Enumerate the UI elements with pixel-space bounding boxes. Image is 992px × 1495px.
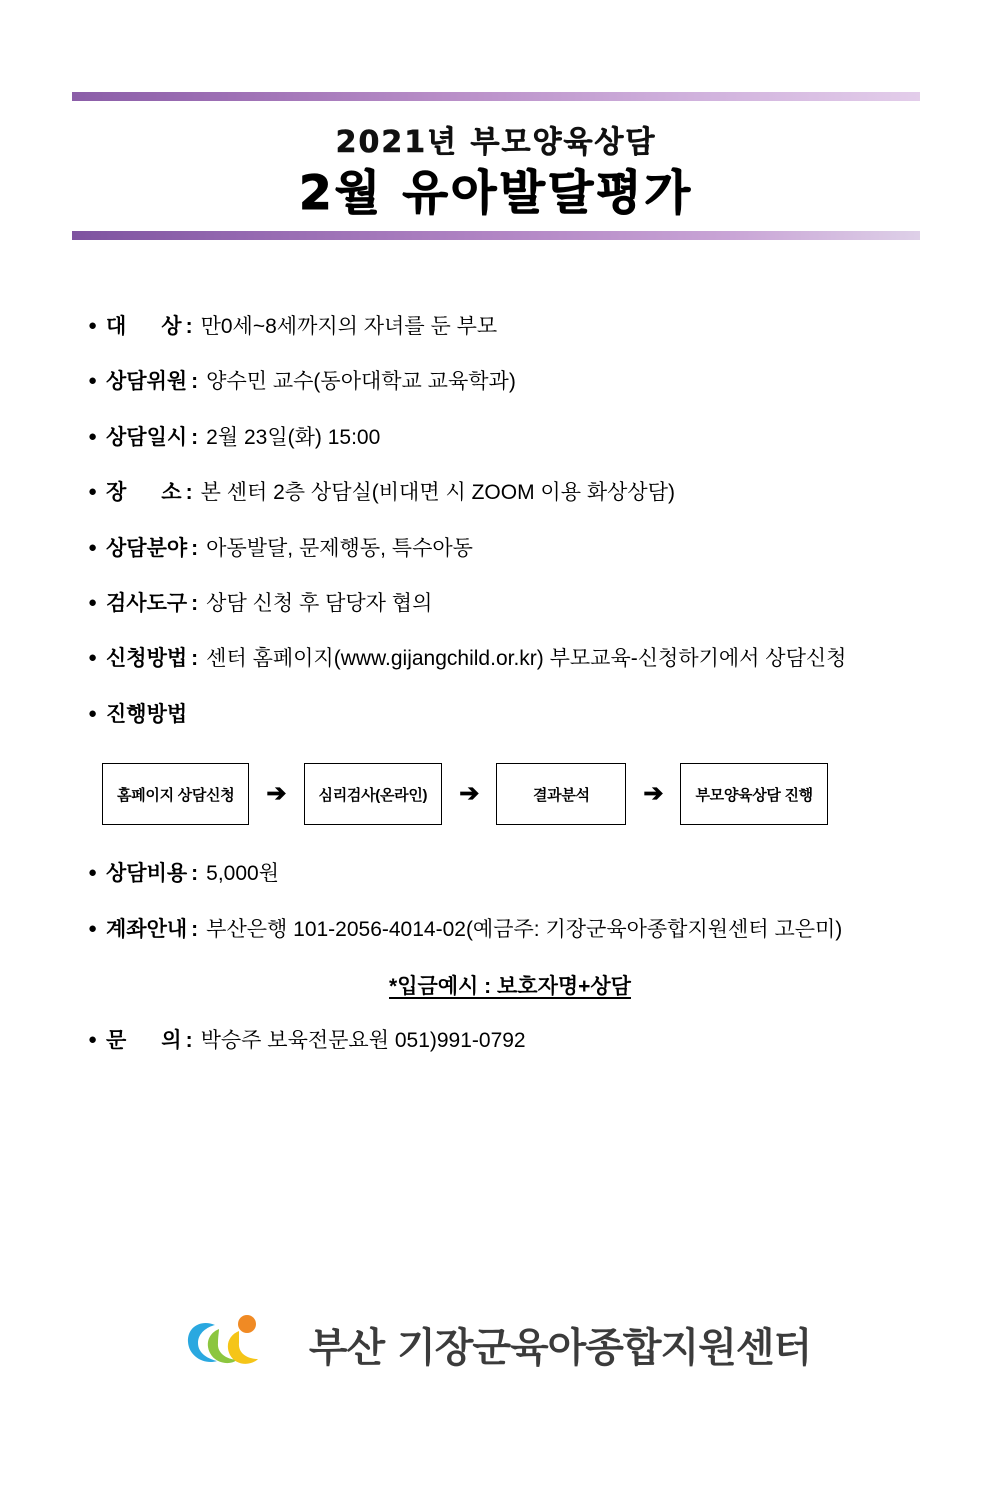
- list-item: [88, 478, 912, 507]
- list-item: [88, 534, 912, 563]
- arrow-right-icon: ➔: [643, 780, 664, 808]
- item-label: 진행방법: [106, 702, 188, 726]
- item-colon: :: [191, 647, 199, 671]
- bullet-icon: ●: [88, 483, 98, 501]
- item-value: 센터 홈페이지(www.gijangchild.or.kr) 부모교육-신청하기에서 상담신청: [206, 647, 847, 671]
- list-item: [88, 644, 912, 673]
- bullet-icon: ●: [88, 538, 98, 556]
- detail-list: [0, 312, 992, 1055]
- item-value: 부산은행 101-2056-4014-02(예금주: 기장군육아종합지원센터 고은미): [206, 917, 843, 941]
- flow-step-3: 결과분석: [496, 763, 626, 825]
- item-colon: :: [191, 592, 199, 615]
- item-value: 박승주 보육전문요원 051)991-0792: [200, 1028, 526, 1052]
- payment-note: [88, 970, 912, 1000]
- poster-page: [0, 92, 992, 1495]
- list-item: [88, 589, 912, 618]
- footer-organization-name: 부산 기장군육아종합지원센터: [308, 1324, 812, 1371]
- item-value: 2월 23일(화) 15:00: [206, 425, 381, 449]
- item-value: 만0세~8세까지의 자녀를 둔 부모: [200, 315, 498, 339]
- item-colon: :: [185, 481, 193, 505]
- item-label: 검사도구: [106, 592, 188, 615]
- item-colon: :: [191, 536, 199, 560]
- item-colon: :: [191, 370, 199, 394]
- flow-step-4: 부모양육상담 진행: [680, 763, 827, 825]
- arrow-right-icon: ➔: [459, 780, 480, 808]
- item-colon: :: [191, 917, 199, 941]
- page-title: 2월 유아발달평가: [299, 166, 693, 221]
- title-subtitle: 2021년 부모양육상담: [335, 125, 657, 160]
- title-block: [72, 92, 920, 240]
- bullet-icon: ●: [88, 864, 98, 882]
- title-divider-top: [72, 92, 920, 101]
- center-logo-icon: [181, 1311, 293, 1377]
- title-divider-bottom: [72, 231, 920, 240]
- item-label: 상담위원: [106, 370, 188, 394]
- list-item: [88, 423, 912, 452]
- bullet-icon: ●: [88, 649, 98, 667]
- item-colon: :: [191, 862, 199, 886]
- arrow-right-icon: ➔: [266, 780, 287, 808]
- item-value: 5,000원: [206, 862, 279, 886]
- bullet-icon: ●: [88, 427, 98, 445]
- item-label: 장 소: [106, 481, 182, 505]
- flow-step-2: 심리검사(온라인): [304, 763, 443, 825]
- item-label: 상담분야: [106, 536, 188, 560]
- item-colon: :: [191, 425, 199, 449]
- item-label: 신청방법: [106, 647, 188, 671]
- footer-logo: [0, 1311, 992, 1377]
- item-value: 상담 신청 후 담당자 협의: [206, 592, 433, 615]
- item-colon: :: [185, 315, 193, 339]
- bullet-icon: ●: [88, 594, 98, 611]
- list-item: [88, 700, 912, 729]
- item-value: 양수민 교수(동아대학교 교육학과): [206, 370, 516, 394]
- list-item: [88, 859, 912, 888]
- item-label: 문 의: [106, 1028, 182, 1052]
- item-label: 대 상: [106, 315, 182, 339]
- item-value: 본 센터 2층 상담실(비대면 시 ZOOM 이용 화상상담): [200, 481, 675, 505]
- bullet-icon: ●: [88, 317, 98, 335]
- item-colon: :: [185, 1028, 193, 1052]
- title-text-group: [72, 101, 920, 231]
- list-item: [88, 915, 912, 944]
- bullet-icon: ●: [88, 704, 98, 722]
- list-item: [88, 367, 912, 396]
- payment-note-text: *입금예시 : 보호자명+상담: [389, 974, 631, 998]
- list-item: [88, 312, 912, 341]
- item-value: 아동발달, 문제행동, 특수아동: [206, 536, 473, 560]
- item-label: 상담비용: [106, 862, 188, 886]
- list-item: [88, 1026, 912, 1055]
- bullet-icon: ●: [88, 919, 98, 937]
- item-label: 상담일시: [106, 425, 188, 449]
- flow-step-1: 홈페이지 상담신청: [102, 763, 249, 825]
- item-label: 계좌안내: [106, 917, 188, 941]
- process-flow-diagram: [102, 763, 912, 825]
- bullet-icon: ●: [88, 1030, 98, 1048]
- bullet-icon: ●: [88, 372, 98, 390]
